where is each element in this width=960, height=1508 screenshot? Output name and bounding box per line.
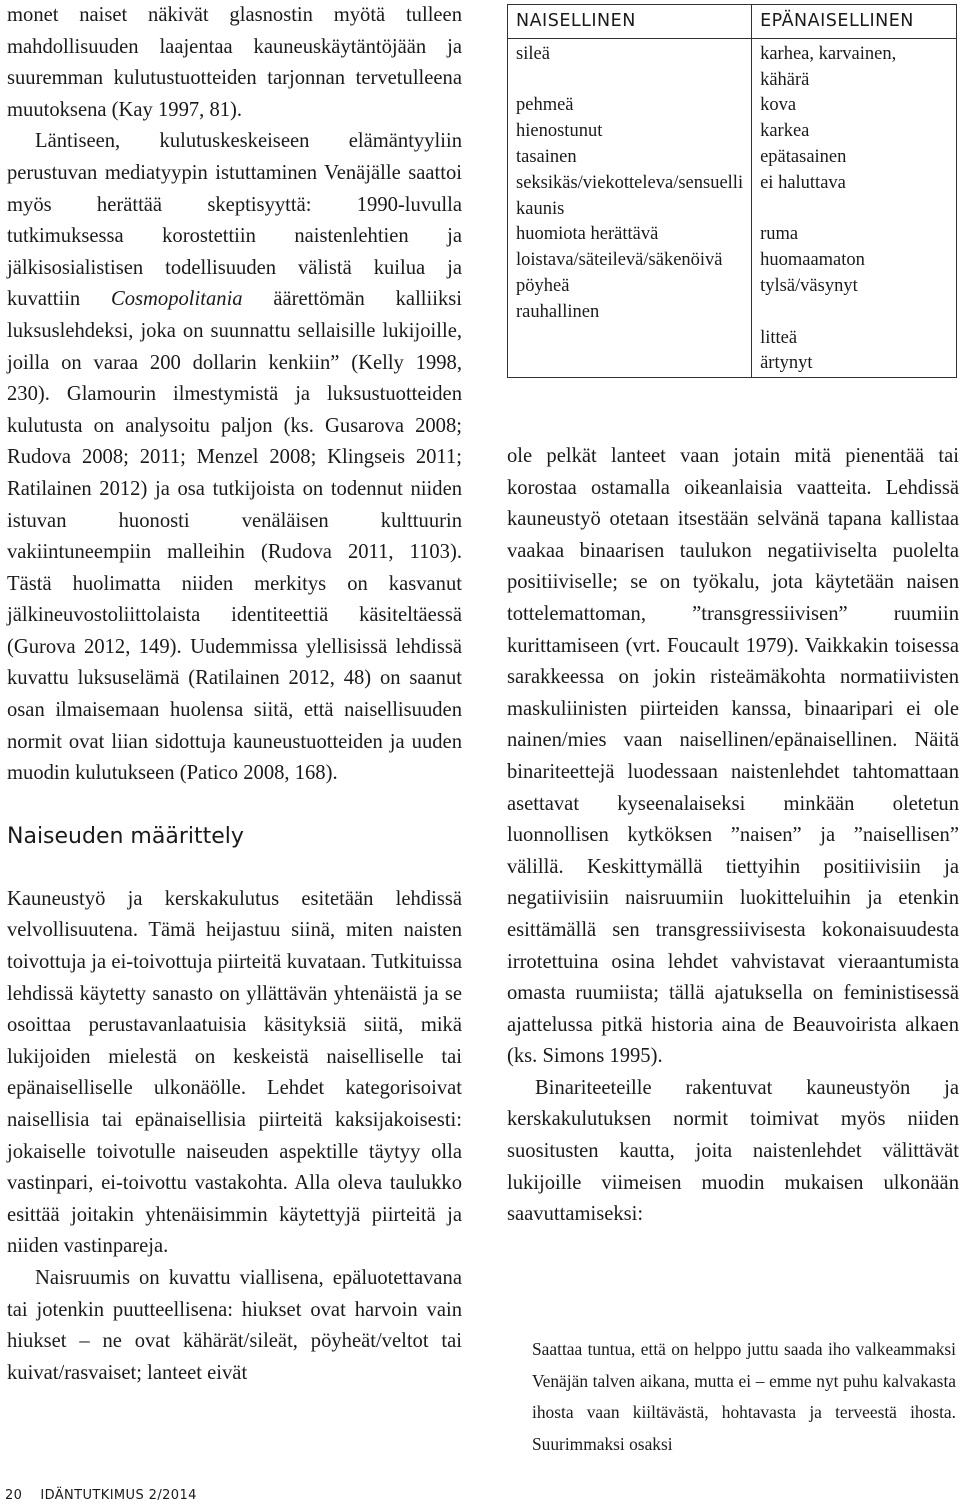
header-feminine: NAISELLINEN (508, 5, 752, 39)
binary-traits-table (507, 4, 957, 378)
trait-feminine (516, 68, 743, 94)
trait-feminine: hienostunut (516, 121, 603, 142)
paragraph-text-b: äärettömän kalliiksi luksuslehdeksi, joka on suunnattu sellaisille lukijoille, joilla on varaa 200 dollarin kenkiin” (Kelly 1998, 230). Glamourin ilmestymistä ja luksustuotteiden kulutusta on analysoitu paljon (ks. Gusarova 2008; Rudova 2008; 2011; Menzel 2008; Klingseis 2011; Ratilainen 2012) ja osa tutkijoista on todennut niiden istuvan huonosti venäläisen kulttuurin vakiintuneempiin malleihin (Rudova 2011, 1103). Tästä huolimatta niiden merkitys on kasvanut jälkineuvostoliittolaista identiteettiä käsiteltäessä (Gurova 2012, 149). Uudemmissa ylellisissä lehdissä kuvattu luksuselämä (Ratilainen 2012, 48) on saanut osan ilmaisemaan huolensa siitä, että naisellisuuden normit ovat liian sidottuja kauneustuotteiden ja uuden muodin kulutukseen (Patico 2008, 168). (7, 288, 462, 785)
paragraph-binary-norms: Binariteeteille rakentuvat kauneustyön ja kerskakulutuksen normit toimivat myös niiden suositusten kautta, joita naistenlehdet välittävät lukijoille viimeisen muodin mukaisen ulkonään saavuttamiseksi: (507, 1076, 959, 1226)
header-unfeminine: EPÄNAISELLINEN (752, 5, 957, 39)
paragraph-binary-discussion: ole pelkät lanteet vaan jotain mitä pienentää tai korostaa ostamalla oikeanlaisia vaatteita. Lehdissä kauneustyö otetaan itsestään selvänä tapana kallistaa vaakaa binaarisen taulukon negatiiviselta puolelta positiiviselle; se on työkalu, jota käytetään naisen tottelemattoman, ”transgressiivisen” ruumiin kurittamiseen (vrt. Foucault 1979). Vaikkakin toisessa sarakkeessa on jokin risteämäkohta normatiivisten maskuliinisten piirteiden kanssa, binaaripari ei ole nainen/mies vaan naisellinen/epänaisellinen. Näitä binariteettejä luodessaan naistenlehdet tahtomattaan asettavat kyseenalaiseksi minkään oletetun luonnollisen kytköksen ”naisen” ja ”naisellisen” välillä. Keskittymällä tiettyihin positiivisiin ja negatiivisiin naisruumiin luokitteluihin ja etenkin esittämällä sen transgressiivisesta kokonaisuudesta irrotettuina osina lehdet vahvistavat vieraantumista omasta ruumiista; tällä ajatuksella on feministisessä ajattelussa pitkä historia aina de Beauvoirista alkaen (ks. Simons 1995). (507, 445, 959, 1068)
paragraph-female-body: Naisruumis on kuvattu viallisena, epäluotettavana tai jotenkin puutteellisena: hiukset ovat harvoin vain hiukset – ne ovat kähärät/sileät, pöyheät/veltot tai kuivat/rasvaiset; lanteet eivät (7, 1266, 462, 1384)
trait-feminine: pehmeä (516, 95, 574, 116)
trait-feminine: seksikäs/viekotteleva/sensuelli (516, 172, 744, 193)
magazine-title-cosmopolitan: Cosmopolitania (111, 288, 243, 311)
left-column (7, 0, 462, 1389)
section-heading: Naiseuden määrittely (7, 823, 244, 849)
paragraph-beauty-work: Kauneustyö ja kerskakulutus esitetään lehdissä velvollisuutena. Tämä heijastuu siinä, miten naisten toivottuja ja ei-toivottuja piirteitä kuvataan. Tutkituissa lehdissä käytetty sanasto on yllättävän yhtenäistä ja se osoittaa perustavanlaatuisia käsityksiä siitä, mikä lukijoiden mielestä on keskeistä naiselliselle tai epänaiselliselle ulkonäölle. Lehdet kategorisoivat naisellisia tai epänaisellisia piirteitä kaksijakoisesti: jokaiselle toivotulle naiseuden aspektille täytyy olla vastinpari, ei-toivottu vastakohta. Alla oleva taulukko esittää joitakin yhtenäisimmin käytettyjä piirteitä ja niiden vastinpareja. (7, 887, 462, 1258)
trait-unfeminine: ärtynyt (760, 353, 813, 374)
trait-feminine: kaunis (516, 198, 565, 219)
page-footer (5, 1488, 215, 1503)
trait-unfeminine: litteä (760, 327, 798, 348)
trait-feminine: tasainen (516, 146, 577, 167)
trait-feminine: loistava/säteilevä/säkenöivä (516, 250, 723, 271)
trait-feminine: huomiota herättävä (516, 224, 659, 245)
trait-unfeminine: karhea, karvainen, kähärä (760, 43, 897, 90)
trait-unfeminine: kova (760, 95, 797, 116)
paragraph-text-a: Läntiseen, kulutuskeskeiseen elämäntyyliin perustuvan mediatyypin istuttaminen Venäjälle saattoi myös herättää skeptisyyttä: 1990-luvulla tutkimuksessa korostettiin naistenlehtien ja jälkisosialistisen todellisuuden välistä kuilua ja kuvattiin (7, 130, 462, 311)
paragraph-intro-continued: monet naiset näkivät glasnostin myötä tulleen mahdollisuuden laajentaa kauneuskäytäntöjään ja suuremman kulutustuotteiden tarjonnan tervetulleena muutoksena (Kay 1997, 81). (7, 4, 462, 121)
feminine-traits-cell (508, 38, 752, 377)
journal-name: IDÄNTUTKIMUS 2/2014 (40, 1488, 197, 1503)
trait-unfeminine: ei haluttava (760, 172, 846, 193)
trait-unfeminine (760, 300, 948, 326)
trait-feminine: pöyheä (516, 275, 570, 296)
block-quote: Saattaa tuntua, että on helppo juttu saada iho valkeammaksi Venäjän talven aikana, mutta ei – emme nyt puhu kalvakasta ihosta vaan kiiltävästä, hohtavasta ja terveestä ihosta. Suurimmaksi osaksi (532, 1339, 956, 1454)
right-column (507, 441, 959, 1231)
trait-unfeminine: tylsä/väsynyt (760, 275, 858, 296)
trait-unfeminine: ruma (760, 224, 799, 245)
table-body-row (508, 38, 957, 377)
trait-unfeminine: karkea (760, 121, 810, 142)
paragraph-western-lifestyle (7, 126, 462, 789)
trait-feminine: rauhallinen (516, 301, 600, 322)
trait-feminine: sileä (516, 43, 550, 64)
page-number: 20 (5, 1488, 23, 1503)
trait-unfeminine (760, 197, 948, 223)
table-header-row (508, 5, 957, 39)
unfeminine-traits-cell (752, 38, 957, 377)
trait-unfeminine: epätasainen (760, 146, 847, 167)
section-heading-wrap (7, 822, 462, 852)
trait-unfeminine: huomaamaton (760, 250, 865, 271)
